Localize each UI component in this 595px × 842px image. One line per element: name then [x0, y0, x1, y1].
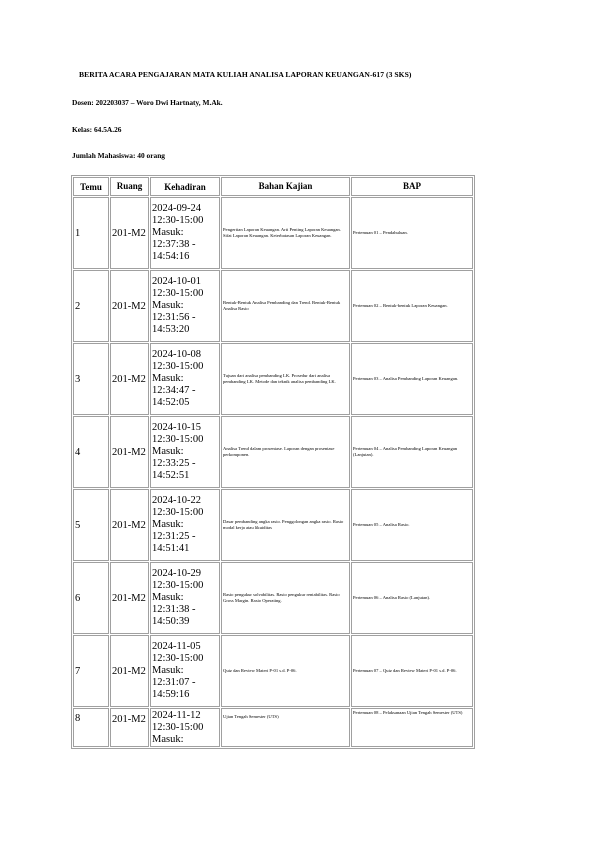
cell-bap: Pertemuan 05 – Analisa Rasio.	[351, 489, 473, 561]
cell-temu: 3	[73, 343, 109, 415]
session-time: 12:30-15:00	[152, 653, 204, 664]
header-bahan-kajian: Bahan Kajian	[221, 177, 350, 196]
cell-ruang: 201-M2	[110, 708, 149, 747]
session-date: 2024-10-08	[152, 349, 201, 360]
table-row	[73, 635, 473, 707]
cell-ruang: 201-M2	[110, 562, 149, 634]
cell-bap: Pertemuan 02 – Bentuk-bentuk Laporan Keuangan.	[351, 270, 473, 342]
check-in-time: 12:34:47 - 14:52:05	[152, 385, 196, 408]
cell-ruang: 201-M2	[110, 270, 149, 342]
check-in-label: Masuk:	[152, 519, 184, 530]
session-date: 2024-10-15	[152, 422, 201, 433]
cell-kehadiran	[150, 635, 220, 707]
check-in-label: Masuk:	[152, 665, 184, 676]
session-date: 2024-10-29	[152, 568, 201, 579]
cell-bahan-kajian: Ujian Tengah Semester (UTS)	[221, 708, 350, 747]
cell-temu: 2	[73, 270, 109, 342]
table-row	[73, 197, 473, 269]
session-time: 12:30-15:00	[152, 434, 204, 445]
cell-temu: 7	[73, 635, 109, 707]
cell-kehadiran	[150, 416, 220, 488]
cell-temu: 6	[73, 562, 109, 634]
cell-ruang: 201-M2	[110, 343, 149, 415]
cell-ruang: 201-M2	[110, 197, 149, 269]
cell-bahan-kajian: Analisa Trend dalam prosentase. Laporan dengan prosentase perkomponen.	[221, 416, 350, 488]
table-row	[73, 416, 473, 488]
session-date: 2024-10-01	[152, 276, 201, 287]
cell-bap: Pertemuan 06 – Analisa Rasio (Lanjutan).	[351, 562, 473, 634]
session-time: 12:30-15:00	[152, 288, 204, 299]
cell-kehadiran	[150, 489, 220, 561]
cell-bahan-kajian: Dasar pembanding angka rasio. Penggolongan angka rasio. Rasio modal kerja atau likuiditas	[221, 489, 350, 561]
check-in-label: Masuk:	[152, 300, 184, 311]
session-date: 2024-11-12	[152, 710, 201, 721]
header-kehadiran: Kehadiran	[150, 177, 220, 196]
check-in-time: 12:31:07 - 14:59:16	[152, 677, 196, 700]
lecturer-info: Dosen: 202203037 – Woro Dwi Hartnaty, M.Ak.	[72, 98, 223, 107]
cell-temu: 8	[73, 708, 109, 747]
check-in-time: 12:37:38 - 14:54:16	[152, 239, 196, 262]
cell-ruang: 201-M2	[110, 416, 149, 488]
cell-kehadiran	[150, 343, 220, 415]
class-info: Kelas: 64.5A.26	[72, 125, 122, 134]
session-date: 2024-11-05	[152, 641, 201, 652]
cell-bap: Pertemuan 01 – Pendahuluan.	[351, 197, 473, 269]
session-time: 12:30-15:00	[152, 507, 204, 518]
teaching-record-table	[71, 175, 475, 749]
student-count: Jumlah Mahasiswa: 40 orang	[72, 151, 166, 160]
cell-temu: 1	[73, 197, 109, 269]
cell-temu: 4	[73, 416, 109, 488]
session-date: 2024-09-24	[152, 203, 201, 214]
check-in-label: Masuk:	[152, 446, 184, 457]
check-in-label: Masuk:	[152, 734, 184, 745]
cell-kehadiran	[150, 197, 220, 269]
table-row	[73, 562, 473, 634]
cell-bahan-kajian: Tujuan dari analisa pembanding LK. Prosedur dari analisa pembanding LK. Metode dan teknik analisa pembanding LK.	[221, 343, 350, 415]
session-time: 12:30-15:00	[152, 580, 204, 591]
cell-kehadiran	[150, 562, 220, 634]
session-time: 12:30-15:00	[152, 722, 204, 733]
check-in-label: Masuk:	[152, 373, 184, 384]
page-title: BERITA ACARA PENGAJARAN MATA KULIAH ANALISA LAPORAN KEUANGAN-617 (3 SKS)	[79, 70, 412, 79]
header-ruang: Ruang	[110, 177, 149, 196]
cell-bahan-kajian: Rasio pengukur solvabilitas. Rasio pengukur rentabilitas. Rasio Gross Margin. Rasio Operating.	[221, 562, 350, 634]
cell-temu: 5	[73, 489, 109, 561]
check-in-time: 12:31:56 - 14:53:20	[152, 312, 196, 335]
check-in-label: Masuk:	[152, 592, 184, 603]
header-bap: BAP	[351, 177, 473, 196]
cell-bahan-kajian: Pengertian Laporan Keuangan. Arti Penting Laporan Keuangan. Sifat Laporan Keuangan. Keterbatasan Laporan Keuangan.	[221, 197, 350, 269]
table-row	[73, 343, 473, 415]
check-in-time: 12:31:25 - 14:51:41	[152, 531, 196, 554]
cell-bahan-kajian: Quiz dan Review Materi P-01 s.d. P-06.	[221, 635, 350, 707]
cell-bahan-kajian: Bentuk-Bentuk Analisa Pembanding dan Trend. Bentuk-Bentuk Analisa Rasio	[221, 270, 350, 342]
check-in-time: 12:31:38 - 14:50:39	[152, 604, 196, 627]
check-in-label: Masuk:	[152, 227, 184, 238]
table-row	[73, 270, 473, 342]
check-in-time: 12:33:25 - 14:52:51	[152, 458, 196, 481]
table-header-row	[73, 177, 473, 196]
session-date: 2024-10-22	[152, 495, 201, 506]
cell-bap: Pertemuan 07 – Quiz dan Review Materi P-01 s.d. P-06.	[351, 635, 473, 707]
table-row	[73, 489, 473, 561]
cell-bap: Pertemuan 04 – Analisa Pembanding Laporan Keuangan (Lanjutan).	[351, 416, 473, 488]
session-time: 12:30-15:00	[152, 215, 204, 226]
header-temu: Temu	[73, 177, 109, 196]
cell-ruang: 201-M2	[110, 489, 149, 561]
table-row	[73, 708, 473, 747]
cell-kehadiran	[150, 708, 220, 747]
cell-ruang: 201-M2	[110, 635, 149, 707]
session-time: 12:30-15:00	[152, 361, 204, 372]
cell-kehadiran	[150, 270, 220, 342]
cell-bap: Pertemuan 03 – Analisa Pembanding Laporan Keuangan.	[351, 343, 473, 415]
cell-bap: Pertemuan 08 – Pelaksanaan Ujian Tengah Semester (UTS)	[351, 708, 473, 747]
